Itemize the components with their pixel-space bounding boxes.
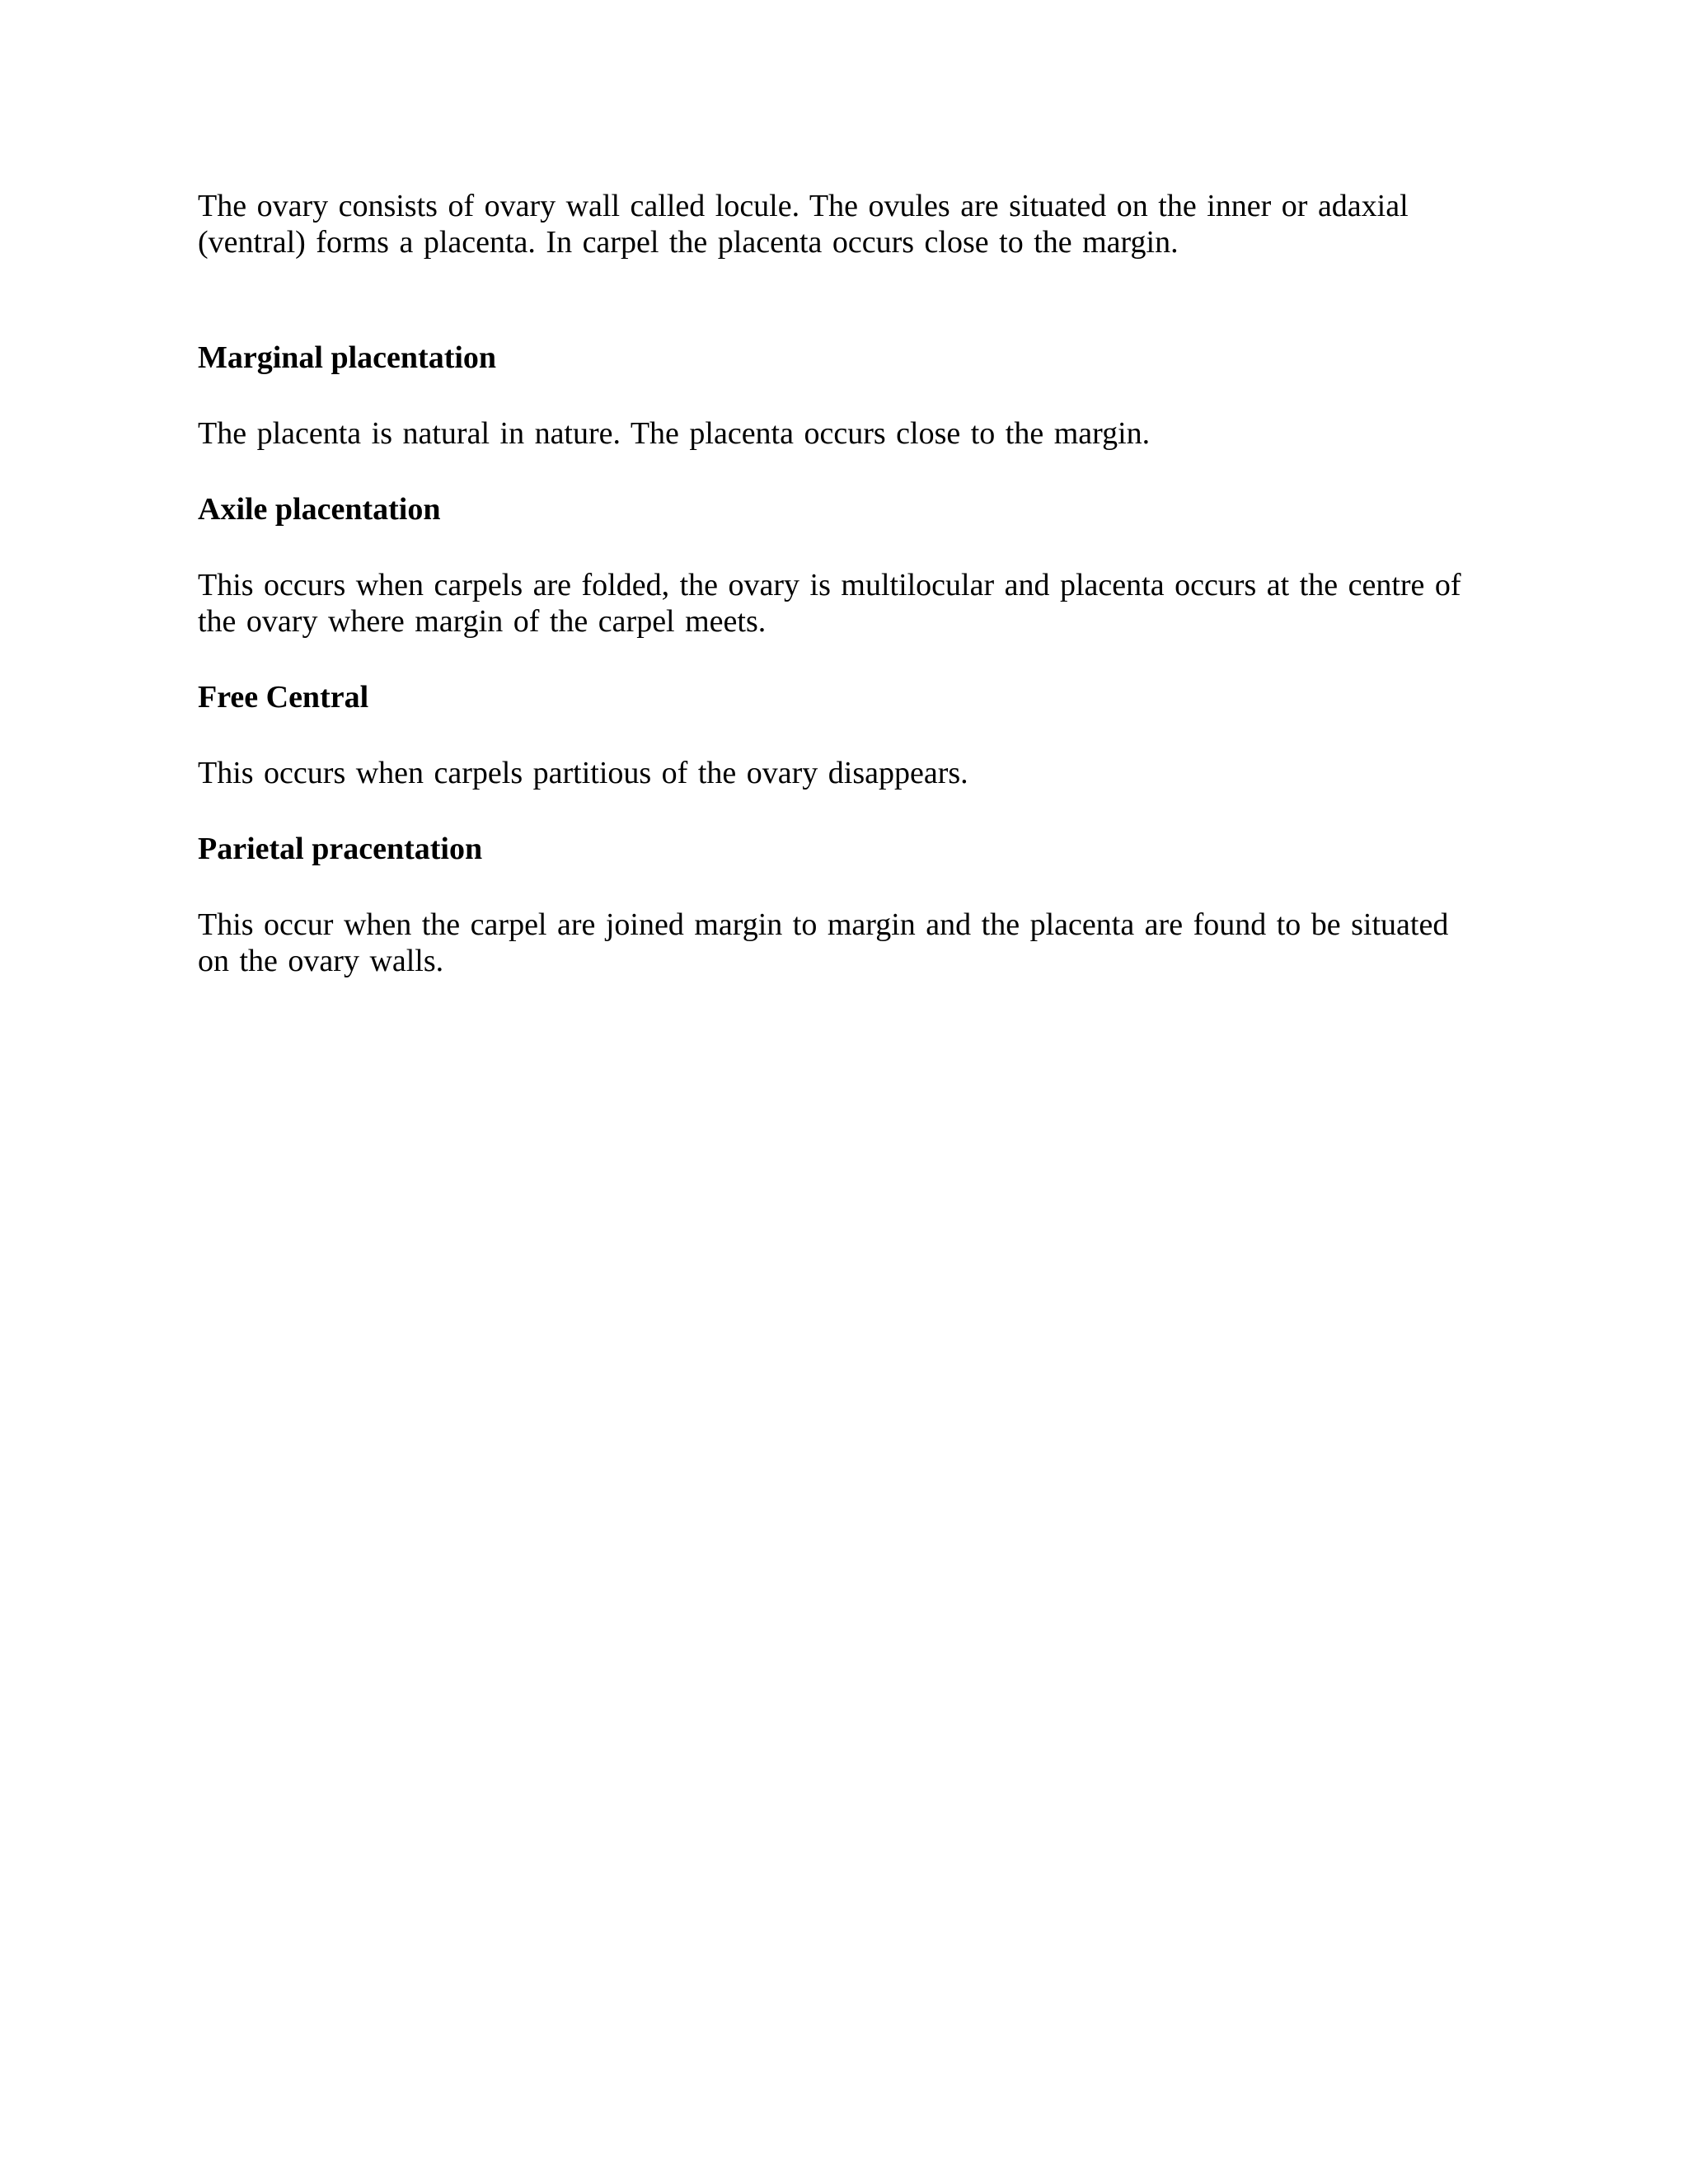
intro-paragraph: The ovary consists of ovary wall called locule. The ovules are situated on the inner or adaxial (ventral) forms a placenta. In carpel the placenta occurs close to the margin.: [198, 189, 1409, 260]
section-body-free-central: This occurs when carpels partitious of the ovary disappears.: [198, 756, 968, 790]
section-body-axile-placentation: This occurs when carpels are folded, the ovary is multilocular and placenta occurs at the centre of the ovary where margin of the carpel meets.: [198, 568, 1461, 639]
section-body-marginal-placentation: The placenta is natural in nature. The placenta occurs close to the margin.: [198, 416, 1151, 451]
section-body-parietal-placentation: This occur when the carpel are joined margin to margin and the placenta are found to be situated on the ovary walls.: [198, 907, 1449, 978]
section-heading-axile-placentation: Axile placentation: [198, 492, 441, 527]
section-heading-marginal-placentation: Marginal placentation: [198, 340, 497, 375]
document-body: [198, 188, 1484, 979]
section-heading-parietal-placentation: Parietal pracentation: [198, 832, 483, 866]
section-heading-free-central: Free Central: [198, 680, 369, 715]
